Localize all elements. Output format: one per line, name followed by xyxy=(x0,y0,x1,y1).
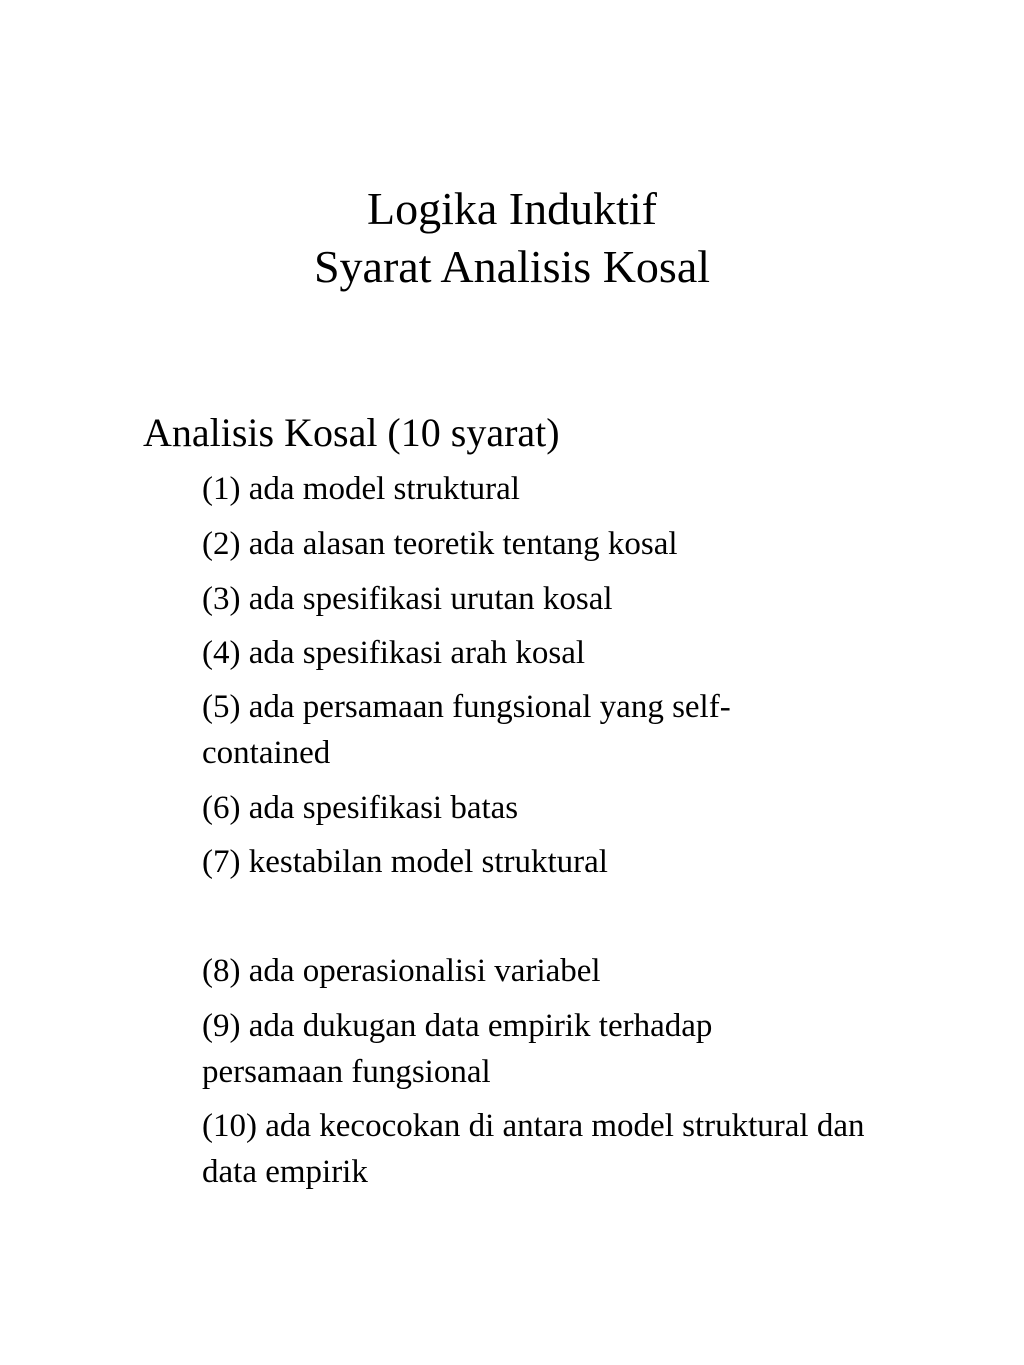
title-line-2: Syarat Analisis Kosal xyxy=(313,241,711,292)
list-item-10: (10) ada kecocokan di antara model struktural dan data empirik xyxy=(202,1108,865,1190)
list-item-7: (7) kestabilan model struktural xyxy=(202,844,608,880)
list-item-6: (6) ada spesifikasi batas xyxy=(202,790,519,826)
list-item-2: (2) ada alasan teoretik tentang kosal xyxy=(202,526,678,562)
list-item-8: (8) ada operasionalisi variabel xyxy=(202,953,601,989)
list-item-4: (4) ada spesifikasi arah kosal xyxy=(202,635,586,671)
list-item-9: (9) ada dukugan data empirik terhadap persamaan fungsional xyxy=(202,1008,713,1090)
section-heading: Analisis Kosal (10 syarat) xyxy=(143,410,560,455)
list-item-5: (5) ada persamaan fungsional yang self-contained xyxy=(202,689,731,771)
title-line-1: Logika Induktif xyxy=(367,183,657,234)
list-item-1: (1) ada model struktural xyxy=(202,471,520,507)
slide-title xyxy=(0,180,1024,296)
list-item-3: (3) ada spesifikasi urutan kosal xyxy=(202,581,613,617)
